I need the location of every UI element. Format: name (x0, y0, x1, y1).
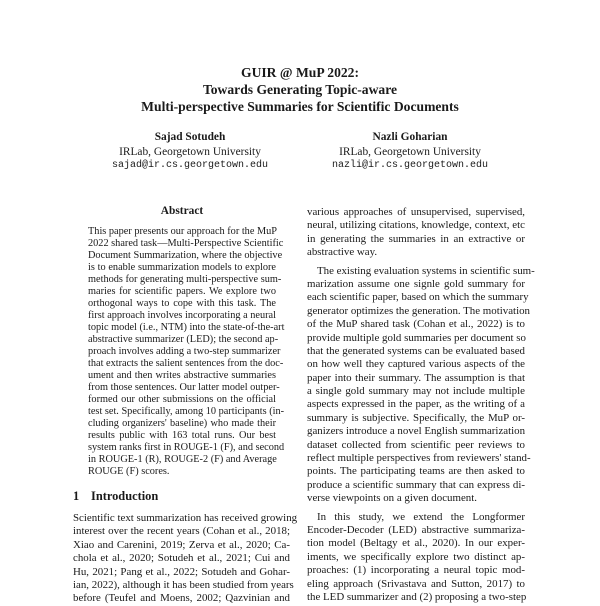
text-line: abstractive way. (307, 246, 378, 259)
text-line: verse viewpoints on a given document. (307, 492, 477, 505)
section-title: Introduction (91, 489, 159, 503)
text-line: ROUGE (F) scores. (88, 466, 170, 477)
text-line: formed our other submissions on the official (88, 394, 276, 405)
title-line: GUIR @ MuP 2022: (241, 65, 359, 80)
text-line: a single gold summary may not include multiple (307, 385, 525, 398)
introduction-body (73, 512, 298, 606)
text-line: paper into their summary. The assumption is that (307, 371, 525, 384)
section-number: 1 (73, 489, 80, 503)
text-line: that the generated systems can be evaluated based (307, 344, 525, 357)
abstract-heading: Abstract (160, 205, 204, 217)
text-line: points. The participating teams are then asked to (307, 465, 525, 478)
text-line: tion model (Beltagy et al., 2020). In our exper- (307, 537, 525, 550)
text-line: eling approach (Srivastava and Sutton, 2017) to (307, 577, 525, 590)
text-line: proaches: (1) incorporating a neural topic mod- (307, 564, 525, 577)
text-line: test set. Specifically, among 10 participants (in- (88, 406, 285, 417)
title-line: Towards Generating Topic-aware (202, 82, 398, 97)
text-line: interest over the recent years (Cohan et al., 2018; (73, 525, 290, 538)
abstract-body (88, 226, 285, 478)
author-email[interactable]: sajad@ir.cs.georgetown.edu (111, 160, 269, 171)
text-line: aspects expressed in the paper, as the writing of a (307, 398, 525, 411)
text-line: provide multiple gold summaries per document so (307, 331, 526, 344)
text-line: chola et al., 2020; Sotudeh et al., 2021; Cui and (73, 552, 290, 565)
text-line: from those sentences. Our latter model outper- (88, 382, 280, 393)
text-line: abstractive summarizer (LED); the second ap- (88, 334, 279, 345)
text-line: In this study, we extend the Longformer (317, 510, 525, 523)
text-line: reflect multiple perspectives from reviewers' stand- (307, 452, 531, 465)
text-line: results public with 163 total runs. Our best (88, 430, 276, 441)
text-line: ian, 2022), although it has been studied from years (73, 578, 294, 591)
text-line: Xiao and Carenini, 2019; Zerva et al., 2020; Ca- (73, 538, 290, 551)
text-line: system ranks first in ROUGE-1 (F), and second (88, 442, 285, 453)
author-block (80, 130, 300, 174)
text-line: various approaches of unsupervised, supervised, (307, 206, 525, 218)
author-affiliation: IRLab, Georgetown University (339, 145, 481, 158)
text-line: in ROUGE-1 (R), ROUGE-2 (F) and Average (88, 454, 277, 465)
text-line: Encoder-Decoder (LED) abstractive summariza- (307, 523, 525, 536)
text-line: neural, utilizing citations, knowledge, context, etc (307, 219, 525, 232)
author-email[interactable]: nazli@ir.cs.georgetown.edu (331, 160, 489, 171)
text-line: produce a scientific summary that can express di- (307, 478, 525, 491)
text-line: This paper presents our approach for the MuP (88, 226, 278, 237)
text-line: that extracts the salient sentences from the doc- (88, 358, 284, 369)
text-line: dataset collected from scientific peer reviews to (307, 438, 525, 451)
text-line: generator optimizes the generation. The motivation (307, 304, 530, 317)
text-line: Scientific text summarization has received growing (73, 512, 298, 524)
text-line: orthogonal ways to cope with this task. The (88, 298, 276, 309)
text-line: methods for generating multi-perspective sum- (88, 274, 282, 285)
right-column-body (307, 206, 535, 604)
text-line: Document Summarization, where the objective (88, 250, 283, 261)
author-name: Sajad Sotudeh (154, 131, 226, 143)
text-line: before (Teufel and Moens, 2002; Qazvinian and (73, 592, 290, 605)
text-line: on how well they captured various aspects of the (307, 358, 525, 371)
text-line: cluding organizers' baseline) who made their (88, 418, 276, 429)
text-line: topic model (i.e., NTM) into the state-of-the-art (88, 322, 285, 333)
text-line: the LED summarizer and (2) proposing a two-step (307, 590, 527, 603)
text-line: maries for scientific papers. We explore two (88, 286, 276, 297)
text-line: of the MuP shared task (Cohan et al., 2022) is to (307, 318, 525, 331)
author-affiliation: IRLab, Georgetown University (119, 145, 261, 158)
text-line: each scientific paper, based on which the summary (307, 291, 529, 304)
text-line: 2022 shared task—Multi-Perspective Scientific (88, 238, 284, 249)
text-line: The existing evaluation systems in scientific sum- (317, 264, 535, 277)
text-line: Hu, 2021; Pang et al., 2022; Sotudeh and Gohar- (73, 565, 290, 578)
text-line: ganizers introduce a novel English summarization (307, 425, 526, 438)
text-line: marization assume one signle gold summary for (307, 277, 525, 290)
title-line: Multi-perspective Summaries for Scientific Documents (141, 99, 459, 114)
author-block (300, 130, 520, 174)
author-name: Nazli Goharian (372, 131, 448, 143)
text-line: proach involves adding a two-step summarizer (88, 346, 281, 357)
text-line: ument and then writes abstractive summaries (88, 370, 276, 381)
text-line: in generating the summaries in an extractive or (307, 232, 525, 245)
text-line: first approach involves incorporating a neural (88, 310, 276, 321)
text-line: summary is subjective. Specifically, the MuP or- (307, 411, 525, 424)
paper-title (0, 64, 600, 115)
section-heading-introduction (73, 489, 158, 504)
text-line: is to enable summarization models to explore (88, 262, 276, 273)
text-line: iments, we specifically explore two distinct ap- (307, 550, 525, 563)
